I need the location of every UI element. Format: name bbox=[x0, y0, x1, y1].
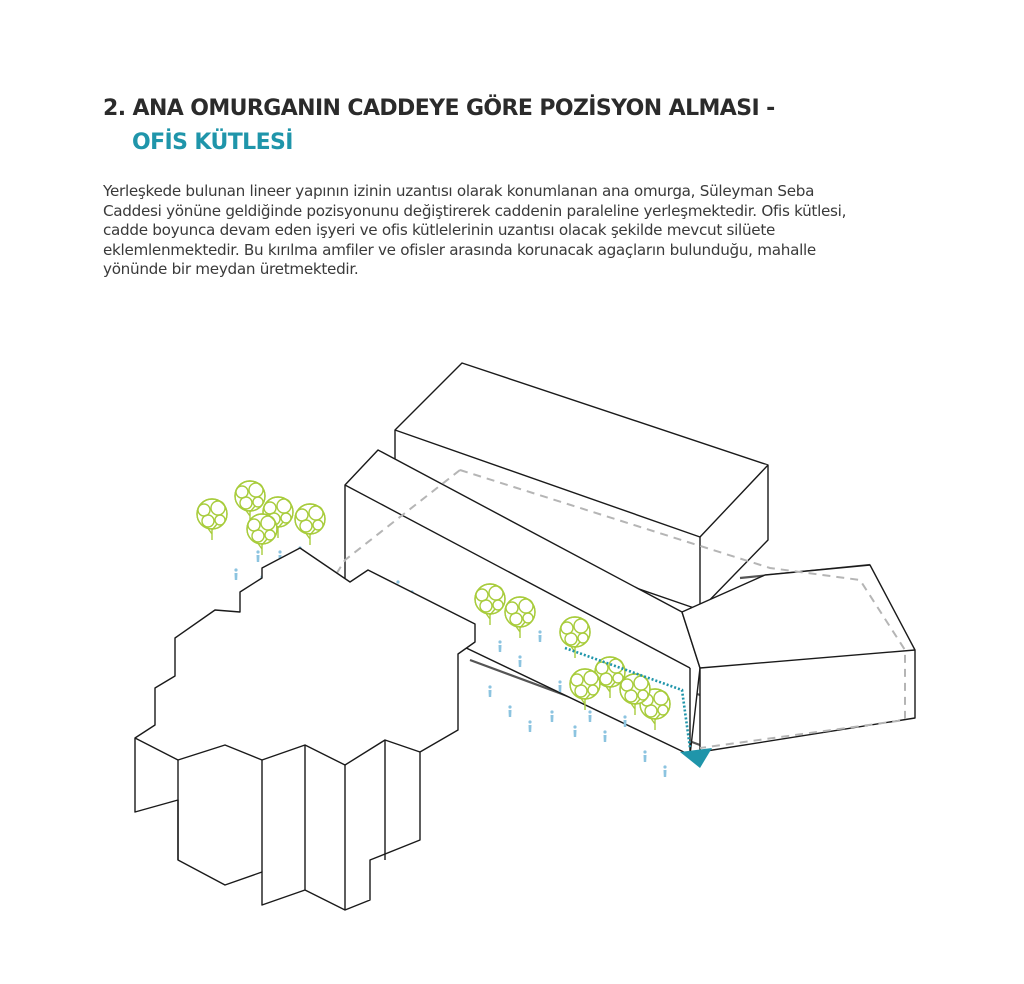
paragraph-line-5: yönünde bir meydan üretmektedir. bbox=[103, 260, 359, 279]
main-front-volume bbox=[135, 548, 475, 910]
paragraph-line-1: Yerleşkede bulunan lineer yapının izinin uzantısı olarak konumlanan ana omurga, Süleyman Seba bbox=[103, 182, 815, 200]
paragraph-line-2: Caddesi yönüne geldiğinde pozisyonunu değiştirerek caddenin paraleline yerleşmektedir. Ofis kütlesi, bbox=[103, 201, 847, 220]
paragraph-line-4: eklemlenmektedir. Bu kırılma amfiler ve ofisler arasında korunacak agaçların bulunduğu, mahalle bbox=[103, 240, 816, 259]
paragraph-line-3: cadde boyunca devam eden işyeri ve ofis kütlelerinin uzantısı olacak şekilde mevcut silüete bbox=[103, 221, 776, 240]
heading-subtitle: OFİS KÜTLESİ bbox=[132, 130, 293, 155]
heading-title: 2. ANA OMURGANIN CADDEYE GÖRE POZİSYON ALMASI - bbox=[103, 96, 775, 121]
